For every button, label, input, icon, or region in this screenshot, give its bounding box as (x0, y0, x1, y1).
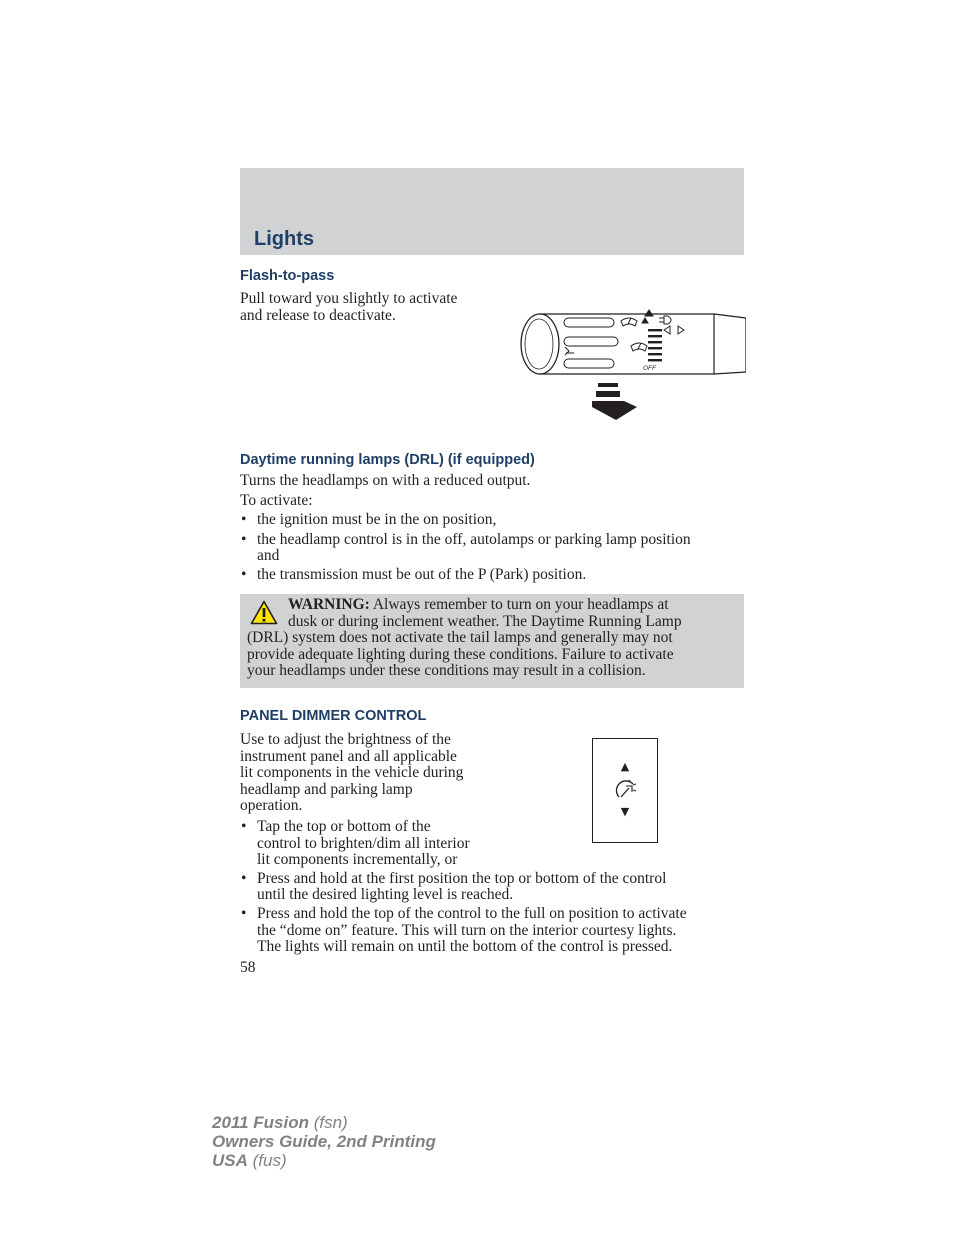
document-footer (212, 1113, 436, 1170)
text-line: and release to deactivate. (240, 306, 396, 324)
list-item (240, 871, 750, 904)
text-line: and (257, 547, 280, 565)
text-line: • the headlamp control is in the off, autolamps or parking lamp position (257, 530, 691, 548)
footer-line (212, 1113, 436, 1132)
pull-arrow (592, 383, 637, 420)
dim-arrow-icon: ▼ (620, 805, 630, 818)
section-banner (240, 168, 744, 255)
footer-line (212, 1132, 436, 1151)
text-line: (DRL) system does not activate the tail lamps and generally may not (247, 629, 673, 647)
panel-dimmer-bullet-list (240, 819, 750, 956)
warning-box (240, 594, 744, 688)
text-line: • Press and hold at the first position the top or bottom of the control (257, 869, 667, 887)
drl-intro: Turns the headlamps on with a reduced output. (240, 472, 531, 489)
panel-dimmer-text (240, 732, 463, 815)
text-line: lit components incrementally, or (257, 851, 458, 869)
flash-to-pass-heading: Flash-to-pass (240, 268, 335, 284)
footer-market-code: (fus) (247, 1151, 287, 1170)
footer-model: 2011 Fusion (212, 1113, 309, 1132)
list-item (240, 512, 691, 529)
footer-market: USA (212, 1151, 248, 1170)
panel-dimmer-heading: PANEL DIMMER CONTROL (240, 708, 427, 724)
list-item (240, 819, 750, 869)
section-title: Lights (254, 228, 314, 250)
text-line: headlamp and parking lamp (240, 780, 413, 798)
list-item (240, 532, 691, 565)
text-line: operation. (240, 797, 303, 815)
footer-model-code: (fsn) (309, 1113, 348, 1132)
text-line: Use to adjust the brightness of the (240, 731, 451, 748)
warning-first-line: Always remember to turn on your headlamps at (372, 596, 669, 613)
text-line: • the ignition must be in the on position, (257, 511, 497, 528)
footer-line (212, 1151, 436, 1170)
off-label: OFF (643, 365, 656, 372)
text-line: until the desired lighting level is reached. (257, 886, 514, 904)
text-line: the “dome on” feature. This will turn on the interior courtesy lights. (257, 921, 677, 939)
grip-slot (564, 337, 618, 346)
text-line: dusk or during inclement weather. The Daytime Running Lamp (288, 612, 682, 630)
text-line: • Press and hold the top of the control to the full on position to activate (257, 904, 687, 922)
dimmer-dome-lamp-icon (615, 779, 637, 801)
headlamp-stalk-illustration (518, 303, 746, 421)
text-line: lit components in the vehicle during (240, 764, 464, 782)
text-line: • the transmission must be out of the P (Park) position. (257, 565, 587, 583)
brighten-arrow-icon: ▲ (620, 760, 630, 773)
text-line: Pull toward you slightly to activate (240, 290, 458, 307)
text-line: The lights will remain on until the bottom of the control is pressed. (257, 938, 673, 956)
drl-activate-label: To activate: (240, 491, 313, 509)
text-line: • Tap the top or bottom of the (257, 818, 431, 835)
list-item (240, 906, 750, 956)
drl-bullet-list (240, 512, 691, 583)
text-line: control to brighten/dim all interior (257, 834, 470, 852)
page-number: 58 (240, 959, 256, 976)
list-item (240, 567, 691, 584)
text-line: your headlamps under these conditions may result in a collision. (247, 662, 646, 680)
footer-edition: Owners Guide, 2nd Printing (212, 1132, 436, 1151)
text-line (247, 597, 739, 614)
warning-label: WARNING: (288, 596, 370, 613)
drl-text (240, 473, 530, 509)
flash-to-pass-text (240, 291, 457, 324)
drl-heading: Daytime running lamps (DRL) (if equipped) (240, 452, 535, 468)
warning-text (247, 597, 739, 680)
grip-slot (564, 359, 614, 368)
text-line: provide adequate lighting during these conditions. Failure to activate (247, 645, 674, 663)
grip-slot (564, 318, 614, 327)
text-line: instrument panel and all applicable (240, 747, 457, 765)
